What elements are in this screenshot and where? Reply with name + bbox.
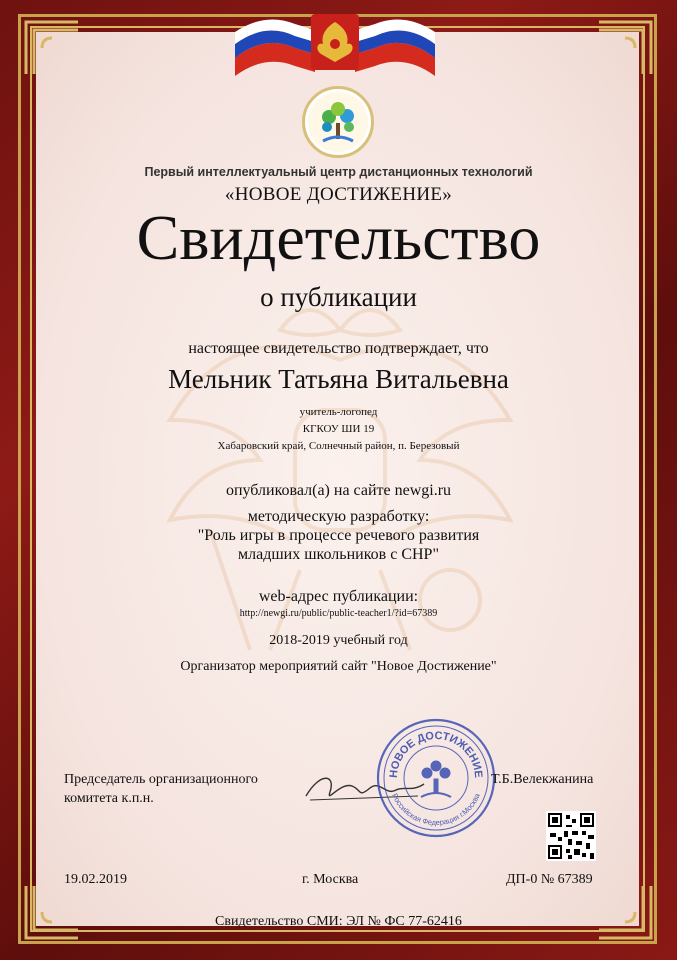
work-title-line2: младших школьников с СНР" (238, 546, 439, 563)
media-certificate: Свидетельство СМИ: ЭЛ № ФС 77-62416 (215, 914, 462, 929)
recipient-school: КГКОУ ШИ 19 (302, 423, 375, 435)
organizer-text: Организатор мероприятий сайт "Новое Достижение" (180, 659, 497, 674)
certificate-title: Свидетельство (136, 202, 541, 273)
tree-logo-icon (305, 89, 371, 155)
issue-date: 19.02.2019 (64, 872, 127, 887)
russian-flag-icon (235, 14, 435, 80)
work-title-line1: "Роль игры в процессе речевого развития (197, 527, 480, 544)
school-year: 2018-2019 учебный год (269, 633, 408, 648)
certificate-subtitle: о публикации (260, 282, 417, 312)
issue-city: г. Москва (302, 872, 359, 887)
work-type: методическую разработку: (247, 508, 430, 525)
chair-title-line1: Председатель организационного (64, 772, 258, 787)
seal-text-top: НОВОЕ ДОСТИЖЕНИЕ (387, 729, 485, 779)
web-address-link[interactable]: http://newgi.ru/public/public-teacher1/?id=67389 (239, 608, 438, 619)
chair-title-line2: комитета к.п.н. (64, 791, 154, 806)
organization-name: «НОВОЕ ДОСТИЖЕНИЕ» (224, 184, 453, 205)
corner-ornament-icon (22, 18, 82, 78)
corner-ornament-icon (22, 882, 82, 942)
corner-ornament-icon (595, 882, 655, 942)
confirmation-text: настоящее свидетельство подтверждает, что (188, 340, 489, 357)
qr-code-icon[interactable] (546, 811, 596, 861)
official-seal-icon (375, 717, 497, 839)
web-address-label: web-адрес публикации: (258, 588, 419, 605)
seal-text-bottom: Российская Федерация г.Москва (390, 791, 482, 828)
recipient-position: учитель-логопед (299, 406, 378, 418)
published-on-text: опубликовал(а) на сайте newgi.ru (225, 482, 452, 499)
organization-logo (302, 86, 374, 158)
document-number: ДП-0 № 67389 (506, 872, 593, 887)
svg-text:Российская Федерация г.Москва (390, 791, 482, 827)
corner-ornament-icon (595, 18, 655, 78)
recipient-location: Хабаровский край, Солнечный район, п. Березовый (217, 440, 460, 452)
organization-description: Первый интеллектуальный центр дистанционных технологий (144, 165, 533, 179)
signer-name: Т.Б.Велекжанина (491, 772, 594, 787)
recipient-name: Мельник Татьяна Витальевна (168, 364, 509, 394)
